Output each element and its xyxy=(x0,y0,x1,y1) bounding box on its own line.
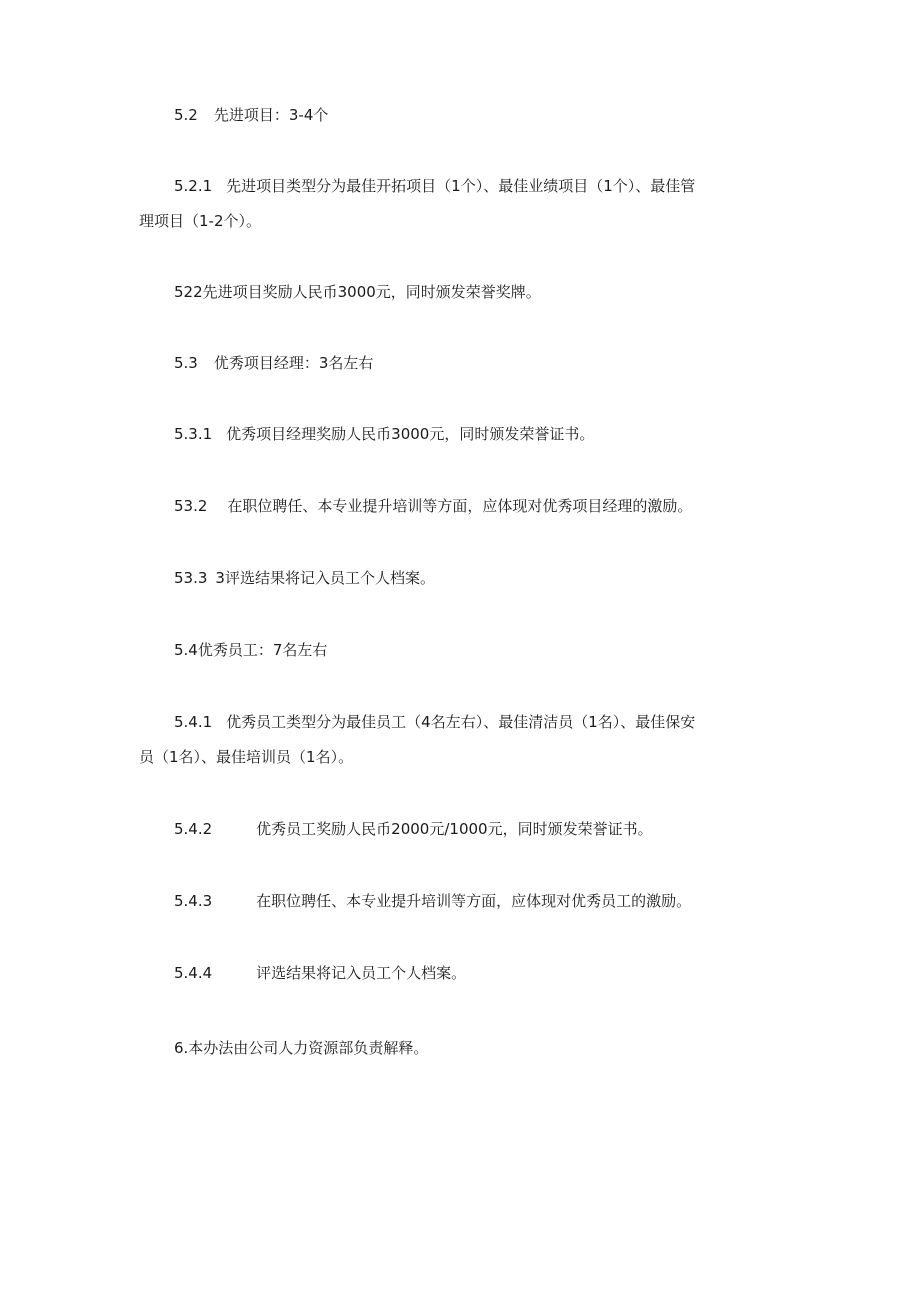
paragraph-text: 优秀员工奖励人民币2000元/1000元，同时颁发荣誉证书。 xyxy=(256,820,653,838)
paragraph-5-3-1 xyxy=(174,424,594,444)
paragraph-number: 5.3 xyxy=(174,354,198,372)
paragraph-number: 5.4.2 xyxy=(174,820,213,838)
paragraph-text: 先进项目：3-4个 xyxy=(213,106,329,124)
paragraph-text-continuation: 理项目（1-2个）。 xyxy=(139,212,262,230)
paragraph-number: 5.2 xyxy=(174,106,198,124)
paragraph-text: 在职位聘任、本专业提升培训等方面，应体现对优秀项目经理的激励。 xyxy=(227,497,693,515)
paragraph-text: 评选结果将记入员工个人档案。 xyxy=(256,964,467,982)
paragraph-5-4 xyxy=(174,640,327,660)
paragraph-text: 5.4优秀员工：7名左右 xyxy=(174,641,328,659)
paragraph-5-2-1 xyxy=(174,176,695,196)
paragraph-5-4-3 xyxy=(174,891,691,911)
paragraph-5-4-2 xyxy=(174,819,653,839)
paragraph-text: 3评选结果将记入员工个人档案。 xyxy=(215,569,435,587)
paragraph-6 xyxy=(174,1038,428,1058)
paragraph-number: 5.4.3 xyxy=(174,892,213,910)
paragraph-number: 53.3 xyxy=(174,569,208,587)
paragraph-5-3 xyxy=(174,353,373,373)
paragraph-5-4-4 xyxy=(174,963,466,983)
paragraph-5-4-1-continuation xyxy=(139,747,353,767)
paragraph-text: 优秀员工类型分为最佳员工（4名左右）、最佳清洁员（1名）、最佳保安 xyxy=(226,713,696,731)
paragraph-5-4-1 xyxy=(174,712,695,732)
paragraph-number: 5.4.4 xyxy=(174,964,213,982)
paragraph-5-3-3 xyxy=(174,568,435,588)
paragraph-5-2-2 xyxy=(174,282,541,302)
paragraph-5-2 xyxy=(174,105,328,125)
paragraph-number: 5.2.1 xyxy=(174,177,213,195)
paragraph-text: 优秀项目经理：3名左右 xyxy=(213,354,374,372)
paragraph-text: 在职位聘任、本专业提升培训等方面，应体现对优秀员工的激励。 xyxy=(256,892,692,910)
paragraph-number: 53.2 xyxy=(174,497,208,515)
paragraph-text: 先进项目类型分为最佳开拓项目（1个）、最佳业绩项目（1个）、最佳管 xyxy=(226,177,696,195)
paragraph-number: 5.4.1 xyxy=(174,713,213,731)
paragraph-5-3-2 xyxy=(174,496,692,516)
paragraph-text-continuation: 员（1名）、最佳培训员（1名）。 xyxy=(139,748,354,766)
paragraph-5-2-1-continuation xyxy=(139,211,261,231)
paragraph-text: 优秀项目经理奖励人民币3000元，同时颁发荣誉证书。 xyxy=(226,425,595,443)
paragraph-text: 522先进项目奖励人民币3000元，同时颁发荣誉奖牌。 xyxy=(174,283,541,301)
paragraph-number: 5.3.1 xyxy=(174,425,213,443)
paragraph-text: 6.本办法由公司人力资源部负责解释。 xyxy=(174,1039,429,1057)
